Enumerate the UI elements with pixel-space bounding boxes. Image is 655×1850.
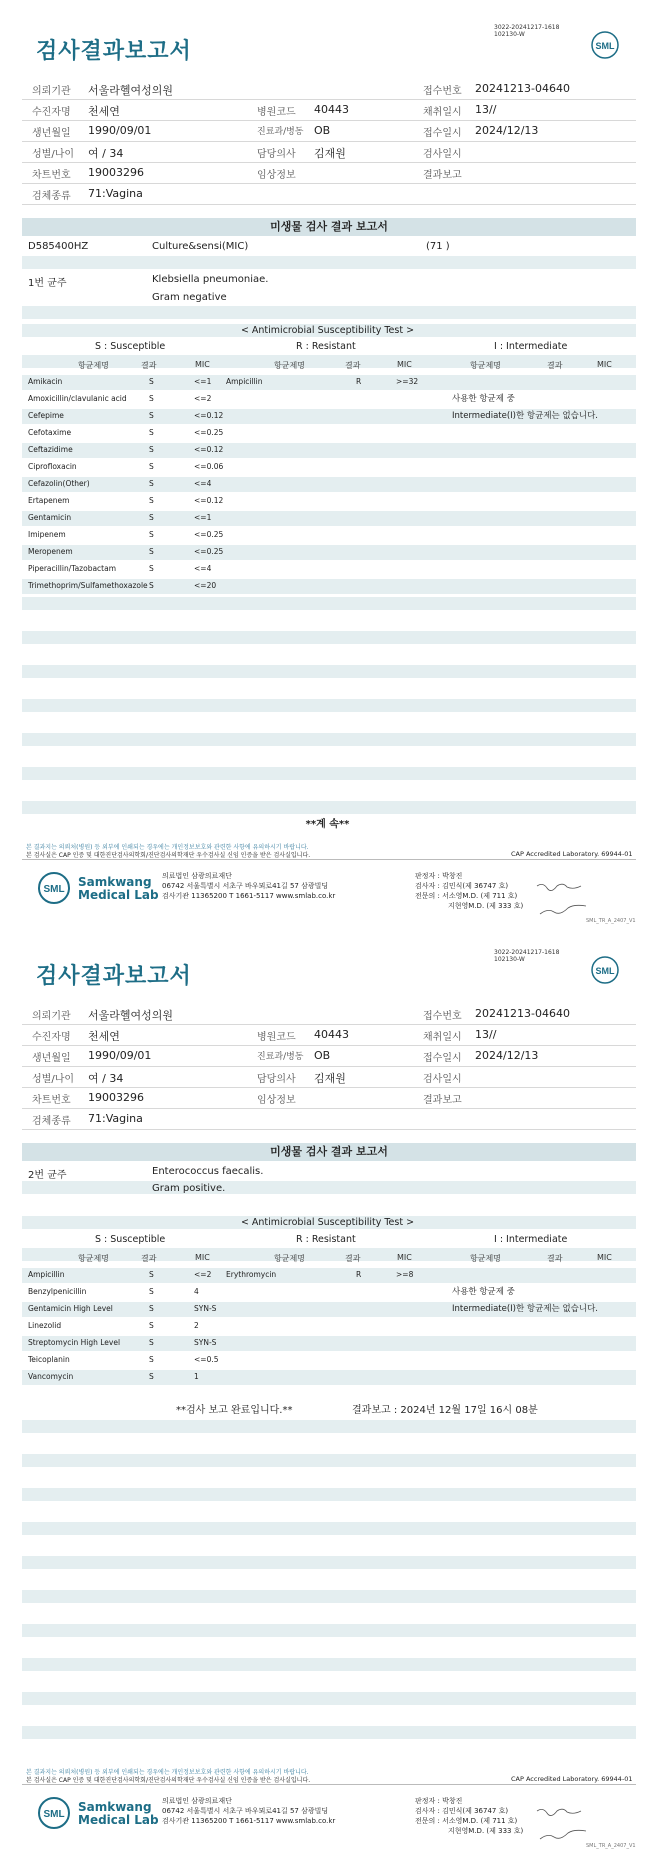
test-date-label: 검사일시 bbox=[423, 1074, 462, 1085]
ast-result: S bbox=[149, 377, 154, 386]
ast-column-header: MIC bbox=[597, 1253, 612, 1262]
ast-mic: SYN-S bbox=[194, 1304, 217, 1313]
dob-value: 1990/09/01 bbox=[88, 124, 152, 137]
dob-value: 1990/09/01 bbox=[88, 1049, 152, 1062]
receipt-date-label: 접수일시 bbox=[423, 1053, 462, 1064]
signatures bbox=[415, 871, 523, 911]
ast-mic: 4 bbox=[194, 1287, 199, 1296]
report-title: 검사결과보고서 bbox=[36, 964, 192, 989]
receipt-no-label: 접수번호 bbox=[423, 1011, 462, 1022]
form-version: SML_TR_A_2407_V1 bbox=[586, 918, 636, 924]
ast-result: S bbox=[149, 1355, 154, 1364]
doc-id-line2: 102130-W bbox=[494, 31, 525, 38]
organism-label: 2번 균주 bbox=[28, 1170, 67, 1181]
brand-line1: Samkwang bbox=[78, 875, 152, 889]
header-row-2 bbox=[22, 1024, 636, 1046]
note-line2: Intermediate(I)한 항균제는 없습니다. bbox=[452, 1304, 598, 1314]
ast-agent-name: Cefazolin(Other) bbox=[28, 479, 90, 488]
header-row-3 bbox=[22, 120, 636, 142]
header-row-3 bbox=[22, 1045, 636, 1067]
shade-row bbox=[22, 1248, 636, 1261]
ast-result: S bbox=[149, 530, 154, 539]
brand-name bbox=[78, 876, 159, 902]
note-line1: 사용한 항균제 중 bbox=[452, 1287, 515, 1297]
blank-shade-row bbox=[22, 1590, 636, 1603]
blank-shade-row bbox=[22, 699, 636, 712]
chart-label: 차트번호 bbox=[32, 170, 71, 181]
test-name: Culture&sensi(MIC) bbox=[152, 241, 249, 252]
blank-shade-row bbox=[22, 1522, 636, 1535]
cap-accreditation: CAP Accredited Laboratory. 69944-01 bbox=[511, 850, 633, 858]
addr-line2: 06742 서울특별시 서초구 바우뫼로41길 57 삼광빌딩 bbox=[162, 1807, 329, 1815]
ast-row-shade bbox=[22, 477, 636, 492]
svg-text:SML: SML bbox=[43, 1809, 65, 1820]
signatures bbox=[415, 1796, 523, 1836]
ast-agent-name: Ertapenem bbox=[28, 496, 70, 505]
gram-stain: Gram positive. bbox=[152, 1183, 226, 1194]
ast-agent-name: Ciprofloxacin bbox=[28, 462, 77, 471]
patient-value: 천세연 bbox=[88, 1030, 120, 1043]
receipt-no-label: 접수번호 bbox=[423, 86, 462, 97]
clinical-label: 임상정보 bbox=[257, 1095, 296, 1106]
patient-value: 천세연 bbox=[88, 105, 120, 118]
patient-label: 수진자명 bbox=[32, 107, 71, 118]
sign-line3: 전문의 : 서소영M.D. (제 711 호) bbox=[415, 1817, 518, 1825]
ast-mic: SYN-S bbox=[194, 1338, 217, 1347]
header-row-5 bbox=[22, 1087, 636, 1109]
ast-mic: <=4 bbox=[194, 479, 212, 488]
doc-id-line1: 3022-20241217-1618 bbox=[494, 24, 560, 31]
requester-label: 의뢰기관 bbox=[32, 1011, 71, 1022]
gram-stain: Gram negative bbox=[152, 292, 227, 303]
ast-mic: <=4 bbox=[194, 564, 212, 573]
sml-logo-icon bbox=[36, 870, 72, 906]
ast-result: S bbox=[149, 1372, 154, 1381]
ast-mic: <=0.25 bbox=[194, 547, 224, 556]
ast-result: S bbox=[149, 496, 154, 505]
hospital-code-label: 병원코드 bbox=[257, 107, 296, 118]
hospital-code-label: 병원코드 bbox=[257, 1032, 296, 1043]
test-code: (71 ) bbox=[426, 241, 450, 252]
ast-agent-name: Imipenem bbox=[28, 530, 66, 539]
ast-agent-name: Ampicillin bbox=[28, 1270, 65, 1279]
section-title-bar: 미생물 검사 결과 보고서 bbox=[22, 218, 636, 236]
lab-address bbox=[162, 871, 335, 901]
blank-shade-row bbox=[22, 1454, 636, 1467]
receipt-date-value: 2024/12/13 bbox=[475, 1049, 539, 1062]
specimen-value: 71:Vagina bbox=[88, 187, 143, 200]
footer-note-1: 본 결과지는 의뢰처(병원) 등 외부에 인쇄되는 경우에는 개인정보보호와 관련한 사항에 유의하시기 바랍니다. bbox=[26, 844, 309, 851]
ast-mic: <=0.5 bbox=[194, 1355, 219, 1364]
sign-line4: 지현영M.D. (제 333 호) bbox=[448, 1827, 524, 1835]
sign-line4: 지현영M.D. (제 333 호) bbox=[448, 902, 524, 910]
header-row-4 bbox=[22, 141, 636, 163]
report-time: 결과보고 : 2024년 12월 17일 16시 08분 bbox=[352, 1405, 538, 1416]
ast-result: S bbox=[149, 479, 154, 488]
ast-column-header: MIC bbox=[597, 360, 612, 369]
report-complete-text: **검사 보고 완료입니다.** bbox=[176, 1405, 293, 1416]
brand-name bbox=[78, 1801, 159, 1827]
sml-logo-icon bbox=[590, 955, 620, 985]
lab-address bbox=[162, 1796, 335, 1826]
sign-line3: 전문의 : 서소영M.D. (제 711 호) bbox=[415, 892, 518, 900]
shade-row bbox=[22, 1181, 636, 1194]
ast-mic: 1 bbox=[194, 1372, 199, 1381]
receipt-no-value: 20241213-04640 bbox=[475, 1007, 570, 1020]
dept-label: 진료과/병동 bbox=[257, 127, 304, 137]
ast-mic: <=1 bbox=[194, 377, 212, 386]
footer-note-2: 본 검사실은 CAP 인증 및 대한진단검사의학회/진단검사의학재단 우수검사실 신임 인증을 받은 검사실입니다. bbox=[26, 852, 311, 859]
ast-mic: <=0.12 bbox=[194, 411, 224, 420]
header-row-4 bbox=[22, 1066, 636, 1088]
blank-shade-row bbox=[22, 665, 636, 678]
doc-id-line2: 102130-W bbox=[494, 956, 525, 963]
legend-intermediate: I : Intermediate bbox=[494, 1234, 568, 1245]
test-date-label: 검사일시 bbox=[423, 149, 462, 160]
ast-column-header: 항균제명 bbox=[274, 1254, 305, 1263]
sign-line1: 판정자 : 박창진 bbox=[415, 872, 463, 880]
ast-title: < Antimicrobial Susceptibility Test > bbox=[240, 1217, 415, 1228]
receipt-no-value: 20241213-04640 bbox=[475, 82, 570, 95]
ast-result: S bbox=[149, 445, 154, 454]
addr-line1: 의료법인 삼광의료재단 bbox=[162, 872, 232, 880]
addr-line3: 검사기관 11365200 T 1661-5117 www.smlab.co.kr bbox=[162, 892, 336, 900]
ast-result: S bbox=[149, 1338, 154, 1347]
ast-result: S bbox=[149, 581, 154, 590]
ast-result: S bbox=[149, 394, 154, 403]
clinical-label: 임상정보 bbox=[257, 170, 296, 181]
report-title: 검사결과보고서 bbox=[36, 39, 192, 64]
ast-agent-name: Cefotaxime bbox=[28, 428, 72, 437]
ast-result: S bbox=[149, 513, 154, 522]
dept-value: OB bbox=[314, 124, 331, 137]
sml-logo-icon bbox=[36, 1795, 72, 1831]
requester-label: 의뢰기관 bbox=[32, 86, 71, 97]
blank-shade-row bbox=[22, 1556, 636, 1569]
ast-column-header: 항균제명 bbox=[274, 361, 305, 370]
document-id bbox=[494, 24, 559, 38]
organism-label: 1번 균주 bbox=[28, 278, 67, 289]
ast-mic: <=0.12 bbox=[194, 445, 224, 454]
organism-name: Enterococcus faecalis. bbox=[152, 1166, 264, 1177]
dept-value: OB bbox=[314, 1049, 331, 1062]
blank-shade-row bbox=[22, 801, 636, 814]
ast-column-header: 결과 bbox=[345, 361, 361, 370]
dob-label: 생년월일 bbox=[32, 128, 71, 139]
document-id bbox=[494, 949, 559, 963]
svg-text:SML: SML bbox=[595, 966, 615, 976]
sml-logo-icon bbox=[590, 30, 620, 60]
addr-line1: 의료법인 삼광의료재단 bbox=[162, 1797, 232, 1805]
ast-result: S bbox=[149, 1321, 154, 1330]
specimen-label: 검체종류 bbox=[32, 191, 71, 202]
chart-value: 19003296 bbox=[88, 1091, 144, 1104]
result-label: 결과보고 bbox=[423, 170, 462, 181]
ast-mic: <=2 bbox=[194, 394, 212, 403]
blank-shade-row bbox=[22, 767, 636, 780]
ast-column-header: 결과 bbox=[547, 1254, 563, 1263]
note-line2: Intermediate(I)한 항균제는 없습니다. bbox=[452, 411, 598, 421]
ast-row-shade bbox=[22, 511, 636, 526]
doctor-value: 김재원 bbox=[314, 147, 346, 160]
ast-row-shade bbox=[22, 443, 636, 458]
ast-column-header: MIC bbox=[397, 360, 412, 369]
collect-label: 채취일시 bbox=[423, 1032, 462, 1043]
ast-agent-name: Gentamicin High Level bbox=[28, 1304, 113, 1313]
ast-mic: >=32 bbox=[396, 377, 419, 386]
ast-result: S bbox=[149, 462, 154, 471]
ast-agent-name: Trimethoprim/Sulfamethoxazole bbox=[28, 581, 148, 590]
ast-agent-name: Benzylpenicillin bbox=[28, 1287, 87, 1296]
organism-name: Klebsiella pneumoniae. bbox=[152, 274, 269, 285]
brand-line2: Medical Lab bbox=[78, 888, 159, 902]
ast-agent-name: Amikacin bbox=[28, 377, 63, 386]
ast-mic: >=8 bbox=[396, 1270, 414, 1279]
brand-line2: Medical Lab bbox=[78, 1813, 159, 1827]
receipt-date-label: 접수일시 bbox=[423, 128, 462, 139]
sign-line2: 검사자 : 김민식(제 36747 호) bbox=[415, 1807, 509, 1815]
addr-line2: 06742 서울특별시 서초구 바우뫼로41길 57 삼광빌딩 bbox=[162, 882, 329, 890]
ast-mic: <=0.25 bbox=[194, 428, 224, 437]
note-line1: 사용한 항균제 중 bbox=[452, 394, 515, 404]
hospital-code-value: 40443 bbox=[314, 1028, 349, 1041]
continue-marker: **계 속** bbox=[305, 819, 350, 830]
ast-agent-name: Cefepime bbox=[28, 411, 64, 420]
result-label: 결과보고 bbox=[423, 1095, 462, 1106]
doctor-label: 담당의사 bbox=[257, 149, 296, 160]
ast-column-header: 결과 bbox=[141, 361, 157, 370]
ast-mic: 2 bbox=[194, 1321, 199, 1330]
ast-column-header: MIC bbox=[195, 1253, 210, 1262]
blank-shade-row bbox=[22, 1488, 636, 1501]
report-page-2 bbox=[0, 925, 655, 1850]
patient-label: 수진자명 bbox=[32, 1032, 71, 1043]
shade-row bbox=[22, 306, 636, 319]
ast-column-header: 결과 bbox=[141, 1254, 157, 1263]
footer-note-2: 본 검사실은 CAP 인증 및 대한진단검사의학회/진단검사의학재단 우수검사실 신임 인증을 받은 검사실입니다. bbox=[26, 1777, 311, 1784]
ast-column-header: 결과 bbox=[547, 361, 563, 370]
svg-text:SML: SML bbox=[595, 41, 615, 51]
ast-mic: <=1 bbox=[194, 513, 212, 522]
blank-shade-row bbox=[22, 597, 636, 610]
blank-shade-row bbox=[22, 733, 636, 746]
ast-result: S bbox=[149, 428, 154, 437]
brand-line1: Samkwang bbox=[78, 1800, 152, 1814]
collect-value: 13// bbox=[475, 103, 497, 116]
doctor-label: 담당의사 bbox=[257, 1074, 296, 1085]
header-row-5 bbox=[22, 162, 636, 184]
requester-value: 서울라헬여성의원 bbox=[88, 84, 174, 97]
ast-result: R bbox=[356, 1270, 362, 1279]
sex-age-label: 성별/나이 bbox=[32, 1074, 75, 1085]
ast-row-shade bbox=[22, 375, 636, 390]
ast-mic: <=0.25 bbox=[194, 530, 224, 539]
doctor-value: 김재원 bbox=[314, 1072, 346, 1085]
ast-agent-name: Ampicillin bbox=[226, 377, 263, 386]
ast-result: S bbox=[149, 411, 154, 420]
legend-intermediate: I : Intermediate bbox=[494, 341, 568, 352]
header-row-1 bbox=[22, 1003, 636, 1025]
ast-column-header: MIC bbox=[397, 1253, 412, 1262]
ast-row-shade bbox=[22, 1268, 636, 1283]
header-row-6 bbox=[22, 1108, 636, 1130]
ast-agent-name: Meropenem bbox=[28, 547, 73, 556]
blank-shade-row bbox=[22, 1420, 636, 1433]
ast-result: S bbox=[149, 1287, 154, 1296]
hospital-code-value: 40443 bbox=[314, 103, 349, 116]
ast-column-header: 결과 bbox=[345, 1254, 361, 1263]
sign-line1: 판정자 : 박창진 bbox=[415, 1797, 463, 1805]
ast-column-header: 항균제명 bbox=[470, 361, 501, 370]
specimen-value: 71:Vagina bbox=[88, 1112, 143, 1125]
legend-susceptible: S : Susceptible bbox=[95, 341, 166, 352]
ast-result: S bbox=[149, 564, 154, 573]
ast-mic: <=2 bbox=[194, 1270, 212, 1279]
ast-agent-name: Gentamicin bbox=[28, 513, 72, 522]
handwritten-signature-icon bbox=[535, 1805, 605, 1845]
ast-agent-name: Teicoplanin bbox=[28, 1355, 70, 1364]
ast-result: S bbox=[149, 547, 154, 556]
blank-shade-row bbox=[22, 1624, 636, 1637]
requester-value: 서울라헬여성의원 bbox=[88, 1009, 174, 1022]
addr-line3: 검사기관 11365200 T 1661-5117 www.smlab.co.kr bbox=[162, 1817, 336, 1825]
receipt-date-value: 2024/12/13 bbox=[475, 124, 539, 137]
specimen-label: 검체종류 bbox=[32, 1116, 71, 1127]
ast-row-shade bbox=[22, 1370, 636, 1385]
dob-label: 생년월일 bbox=[32, 1053, 71, 1064]
ast-title: < Antimicrobial Susceptibility Test > bbox=[240, 325, 415, 336]
ast-agent-name: Ceftazidime bbox=[28, 445, 73, 454]
ast-column-header: MIC bbox=[195, 360, 210, 369]
header-row-6 bbox=[22, 183, 636, 205]
blank-shade-row bbox=[22, 1658, 636, 1671]
ast-agent-name: Streptomycin High Level bbox=[28, 1338, 121, 1347]
sex-age-value: 여 / 34 bbox=[88, 1072, 124, 1085]
header-row-1 bbox=[22, 78, 636, 100]
ast-mic: <=0.12 bbox=[194, 496, 224, 505]
collect-label: 채취일시 bbox=[423, 107, 462, 118]
ast-agent-name: Piperacillin/Tazobactam bbox=[28, 564, 117, 573]
specimen-code: D585400HZ bbox=[28, 241, 89, 252]
ast-agent-name: Erythromycin bbox=[226, 1270, 277, 1279]
shade-row bbox=[22, 256, 636, 269]
section-title-bar: 미생물 검사 결과 보고서 bbox=[22, 1143, 636, 1161]
ast-column-header: 항균제명 bbox=[78, 1254, 109, 1263]
footer-divider bbox=[22, 859, 636, 860]
doc-id-line1: 3022-20241217-1618 bbox=[494, 949, 560, 956]
handwritten-signature-icon bbox=[535, 880, 605, 920]
ast-result: S bbox=[149, 1304, 154, 1313]
chart-value: 19003296 bbox=[88, 166, 144, 179]
form-version: SML_TR_A_2407_V1 bbox=[586, 1843, 636, 1849]
sex-age-value: 여 / 34 bbox=[88, 147, 124, 160]
header-row-2 bbox=[22, 99, 636, 121]
blank-shade-row bbox=[22, 631, 636, 644]
footer-divider bbox=[22, 1784, 636, 1785]
ast-result: S bbox=[149, 1270, 154, 1279]
sign-line2: 검사자 : 김민식(제 36747 호) bbox=[415, 882, 509, 890]
svg-text:SML: SML bbox=[43, 884, 65, 895]
legend-resistant: R : Resistant bbox=[296, 1234, 356, 1245]
legend-susceptible: S : Susceptible bbox=[95, 1234, 166, 1245]
ast-agent-name: Amoxicillin/clavulanic acid bbox=[28, 394, 127, 403]
sex-age-label: 성별/나이 bbox=[32, 149, 75, 160]
footer-note-1: 본 결과지는 의뢰처(병원) 등 외부에 인쇄되는 경우에는 개인정보보호와 관련한 사항에 유의하시기 바랍니다. bbox=[26, 1769, 309, 1776]
ast-mic: <=0.06 bbox=[194, 462, 224, 471]
ast-mic: <=20 bbox=[194, 581, 217, 590]
blank-shade-row bbox=[22, 1726, 636, 1739]
ast-result: R bbox=[356, 377, 362, 386]
chart-label: 차트번호 bbox=[32, 1095, 71, 1106]
ast-row-shade bbox=[22, 545, 636, 560]
cap-accreditation: CAP Accredited Laboratory. 69944-01 bbox=[511, 1775, 633, 1783]
ast-column-header: 항균제명 bbox=[470, 1254, 501, 1263]
dept-label: 진료과/병동 bbox=[257, 1052, 304, 1062]
ast-agent-name: Vancomycin bbox=[28, 1372, 74, 1381]
collect-value: 13// bbox=[475, 1028, 497, 1041]
ast-column-header: 항균제명 bbox=[78, 361, 109, 370]
blank-shade-row bbox=[22, 1692, 636, 1705]
shade-row bbox=[22, 355, 636, 368]
legend-resistant: R : Resistant bbox=[296, 341, 356, 352]
ast-agent-name: Linezolid bbox=[28, 1321, 62, 1330]
